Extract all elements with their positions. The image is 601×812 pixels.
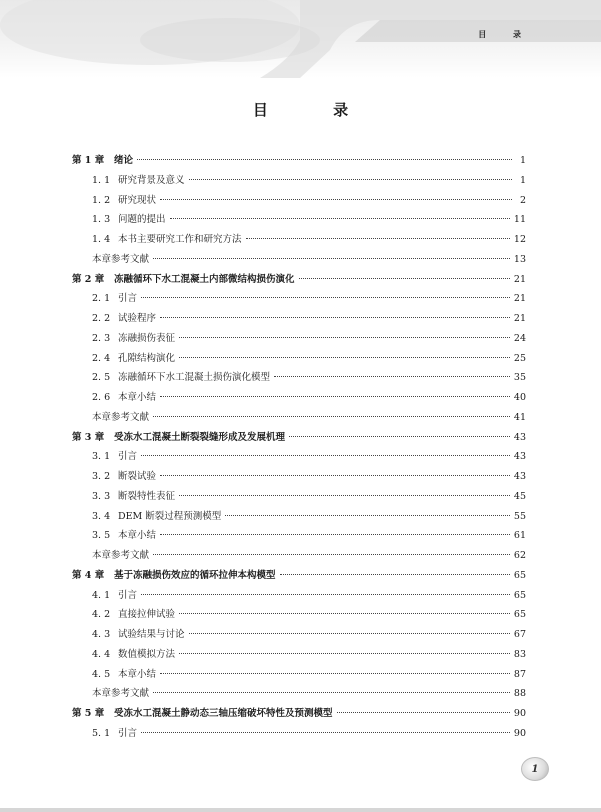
toc-entry-section[interactable]	[72, 666, 526, 686]
toc-label: 本章参考文献	[92, 411, 150, 423]
dot-leader	[141, 593, 510, 595]
toc-entry-section[interactable]	[72, 369, 526, 389]
toc-label: 引言	[118, 589, 138, 601]
toc-number: 2. 5	[92, 372, 111, 384]
toc-page-number: 43	[513, 471, 526, 482]
toc-page-number: 90	[513, 708, 526, 719]
toc-number: 2. 3	[92, 332, 111, 344]
toc-entry-section[interactable]	[72, 290, 526, 310]
dot-leader	[153, 553, 510, 555]
toc-page-number: 67	[513, 629, 526, 640]
toc-number: 3. 1	[92, 451, 111, 463]
toc-label: 受冻水工混凝土断裂裂缝形成及发展机理	[114, 431, 286, 443]
toc-number: 第 1 章	[72, 155, 105, 166]
toc-number: 第 4 章	[72, 569, 105, 581]
toc-page-number: 65	[513, 589, 526, 601]
toc-number: 4. 1	[92, 589, 111, 601]
toc-number: 3. 5	[92, 530, 111, 542]
toc-label: 本章小结	[118, 668, 157, 680]
toc-label: 基于冻融损伤效应的循环拉伸本构模型	[114, 569, 276, 581]
toc-label: 直接拉伸试验	[118, 609, 176, 621]
toc-page-number: 87	[513, 668, 526, 680]
toc-entry-section[interactable]	[72, 527, 526, 547]
toc-label: 本章参考文献	[92, 253, 150, 265]
dot-leader	[160, 198, 512, 200]
toc-label: 冻融循环下水工混凝土损伤演化模型	[118, 372, 271, 384]
dot-leader	[337, 711, 510, 713]
dot-leader	[289, 435, 510, 437]
toc-number: 4. 3	[92, 629, 111, 640]
toc-number: 4. 5	[92, 668, 111, 680]
toc-page-number: 55	[513, 510, 526, 522]
toc-entry-ref[interactable]	[72, 409, 526, 429]
bottom-border	[0, 808, 601, 812]
dot-leader	[160, 395, 510, 397]
toc-number: 1. 1	[92, 174, 111, 186]
toc-number: 第 2 章	[72, 273, 105, 285]
toc-entry-section[interactable]	[72, 389, 526, 409]
toc-entry-section[interactable]	[72, 172, 526, 192]
toc-label: 引言	[118, 727, 138, 739]
toc-label: 问题的提出	[118, 214, 166, 226]
dot-leader	[170, 217, 510, 219]
toc-entry-chapter[interactable]	[72, 705, 526, 725]
toc-label: 本章小结	[118, 530, 157, 542]
table-of-contents	[72, 152, 526, 745]
toc-entry-chapter[interactable]	[72, 152, 526, 172]
toc-number: 2. 6	[92, 392, 111, 403]
toc-entry-section[interactable]	[72, 310, 526, 330]
toc-page-number: 12	[513, 234, 526, 245]
toc-page-number: 65	[513, 569, 526, 581]
toc-entry-section[interactable]	[72, 646, 526, 666]
dot-leader	[179, 356, 510, 358]
toc-number: 5. 1	[92, 727, 111, 739]
toc-label: 断裂特性表征	[118, 490, 176, 502]
page-number: 1	[531, 763, 539, 775]
dot-leader	[160, 474, 510, 476]
toc-page-number: 21	[513, 313, 526, 324]
toc-entry-section[interactable]	[72, 192, 526, 212]
toc-entry-section[interactable]	[72, 606, 526, 626]
toc-number: 4. 2	[92, 609, 111, 621]
toc-number: 2. 4	[92, 352, 111, 364]
toc-number: 3. 4	[92, 510, 111, 522]
toc-number: 2. 1	[92, 293, 111, 305]
dot-leader	[299, 277, 510, 279]
toc-entry-section[interactable]	[72, 448, 526, 468]
toc-entry-section[interactable]	[72, 587, 526, 607]
toc-label: 孔隙结构演化	[118, 352, 176, 364]
toc-page-number: 1	[519, 174, 526, 186]
toc-entry-ref[interactable]	[72, 251, 526, 271]
dot-leader	[137, 158, 512, 160]
dot-leader	[179, 336, 510, 338]
toc-number: 3. 3	[92, 490, 111, 502]
toc-number: 2. 2	[92, 313, 111, 324]
toc-page-number: 13	[513, 253, 526, 265]
toc-label: 断裂试验	[118, 471, 157, 482]
toc-entry-ref[interactable]	[72, 685, 526, 705]
dot-leader	[153, 691, 510, 693]
toc-page-number: 40	[513, 392, 526, 403]
toc-label: 研究现状	[118, 194, 157, 206]
toc-page-number: 65	[513, 609, 526, 621]
dot-leader	[141, 296, 510, 298]
toc-entry-section[interactable]	[72, 231, 526, 251]
toc-page-number: 90	[513, 727, 526, 739]
toc-page-number: 83	[513, 648, 526, 660]
dot-leader	[280, 573, 510, 575]
dot-leader	[160, 533, 510, 535]
dot-leader	[179, 652, 510, 654]
running-head: 目 录	[478, 29, 533, 39]
toc-label: DEM 断裂过程预测模型	[118, 510, 222, 522]
toc-page-number: 1	[519, 155, 526, 166]
toc-page-number: 21	[513, 273, 526, 285]
toc-number: 第 3 章	[72, 431, 105, 443]
toc-label: 试验结果与讨论	[118, 629, 185, 640]
dot-leader	[189, 632, 510, 634]
toc-entry-section[interactable]	[72, 211, 526, 231]
toc-page-number: 43	[513, 431, 526, 443]
toc-page-number: 61	[513, 530, 526, 542]
dot-leader	[274, 375, 510, 377]
dot-leader	[179, 494, 510, 496]
toc-entry-chapter[interactable]	[72, 429, 526, 449]
toc-label: 冻融循环下水工混凝土内部微结构损伤演化	[114, 273, 295, 285]
dot-leader	[179, 612, 510, 614]
toc-number: 1. 2	[92, 194, 111, 206]
toc-number: 4. 4	[92, 648, 111, 660]
toc-page-number: 41	[513, 411, 526, 423]
toc-entry-section[interactable]	[72, 725, 526, 745]
toc-label: 试验程序	[118, 313, 157, 324]
toc-page-number: 62	[513, 550, 526, 561]
toc-entry-section[interactable]	[72, 488, 526, 508]
toc-number: 1. 3	[92, 214, 111, 226]
toc-label: 本章小结	[118, 392, 157, 403]
dot-leader	[160, 672, 510, 674]
toc-number: 1. 4	[92, 234, 111, 245]
toc-entry-chapter[interactable]	[72, 271, 526, 291]
dot-leader	[141, 454, 510, 456]
toc-page-number: 21	[513, 293, 526, 305]
toc-label: 绪论	[114, 155, 134, 166]
toc-entry-section[interactable]	[72, 330, 526, 350]
page-number-badge	[521, 757, 549, 781]
toc-page-number: 24	[513, 332, 526, 344]
toc-label: 引言	[118, 451, 138, 463]
toc-label: 本章参考文献	[92, 688, 150, 700]
page-title: 目 录	[252, 101, 379, 119]
toc-page-number: 25	[513, 352, 526, 364]
dot-leader	[225, 514, 510, 516]
toc-label: 研究背景及意义	[118, 174, 185, 186]
header-decoration	[0, 0, 601, 78]
toc-page-number: 43	[513, 451, 526, 463]
toc-page-number: 11	[513, 214, 526, 226]
toc-label: 数值模拟方法	[118, 648, 176, 660]
toc-entry-section[interactable]	[72, 508, 526, 528]
toc-label: 本书主要研究工作和研究方法	[118, 234, 242, 245]
toc-label: 受冻水工混凝土静动态三轴压缩破坏特性及预测模型	[114, 708, 333, 719]
toc-entry-section[interactable]	[72, 468, 526, 488]
toc-entry-ref[interactable]	[72, 547, 526, 567]
dot-leader	[246, 237, 510, 239]
toc-label: 冻融损伤表征	[118, 332, 176, 344]
dot-leader	[153, 415, 510, 417]
toc-entry-section[interactable]	[72, 626, 526, 646]
dot-leader	[153, 257, 510, 259]
toc-entry-section[interactable]	[72, 350, 526, 370]
toc-page-number: 45	[513, 490, 526, 502]
toc-number: 3. 2	[92, 471, 111, 482]
toc-page-number: 35	[513, 372, 526, 384]
dot-leader	[141, 731, 510, 733]
toc-page-number: 2	[519, 194, 526, 206]
toc-label: 引言	[118, 293, 138, 305]
toc-number: 第 5 章	[72, 708, 105, 719]
toc-entry-chapter[interactable]	[72, 567, 526, 587]
dot-leader	[189, 178, 512, 180]
toc-page-number: 88	[513, 688, 526, 700]
toc-label: 本章参考文献	[92, 550, 150, 561]
dot-leader	[160, 316, 510, 318]
